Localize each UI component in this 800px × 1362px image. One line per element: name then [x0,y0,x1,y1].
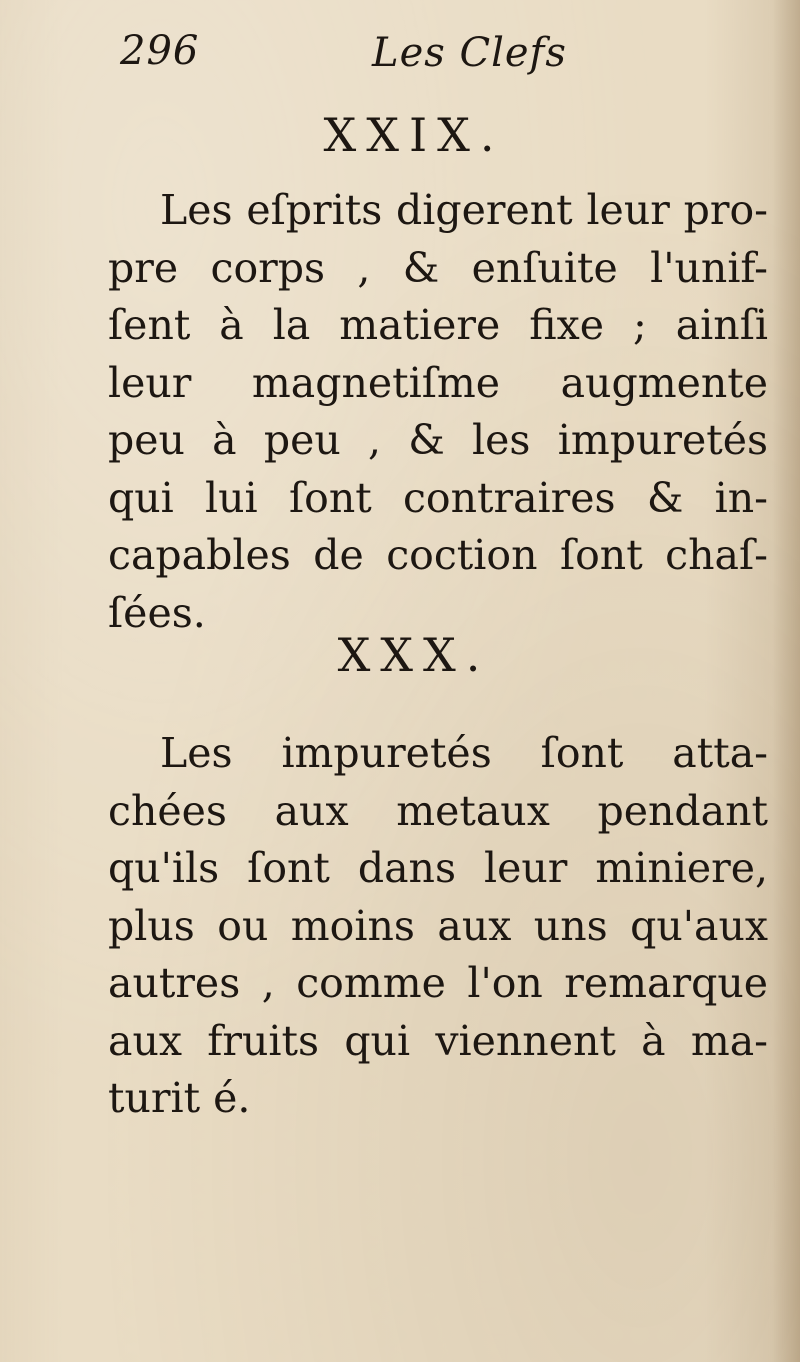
section-heading-xxx: XXX. [337,628,491,682]
page-edge-shadow [772,0,800,1362]
text-line: Les impuretés ſont atta- [160,729,768,777]
text-line: autres , comme l'on remarque [108,959,768,1007]
text-line: qui lui ſont contraires & in- [108,473,768,522]
paragraph-xxix [108,182,768,642]
running-title: Les Clefs [372,30,567,76]
text-line: peu à peu , & les impuretés [108,416,768,464]
text-line: qu'ils ſont dans leur miniere, [108,844,768,892]
text-line: Les eſprits digerent leur pro- [160,186,768,234]
page-number: 296 [120,28,200,74]
section-heading-xxix: XXIX. [323,108,505,162]
text-line: chées aux metaux pendant [108,786,768,835]
text-line: ſées. [108,588,206,637]
paragraph-xxx [108,725,768,1128]
text-line: turit é. [108,1074,251,1122]
text-line: pre corps , & enſuite l'unif- [108,243,768,292]
text-line: aux fruits qui viennent à ma- [108,1016,768,1065]
text-line: ſent à la matiere fixe ; ainſi [108,301,768,349]
text-line: leur magnetiſme augmente [108,358,768,407]
text-line: plus ou moins aux uns qu'aux [108,901,768,950]
text-line: capables de coction ſont chaſ- [108,531,768,579]
